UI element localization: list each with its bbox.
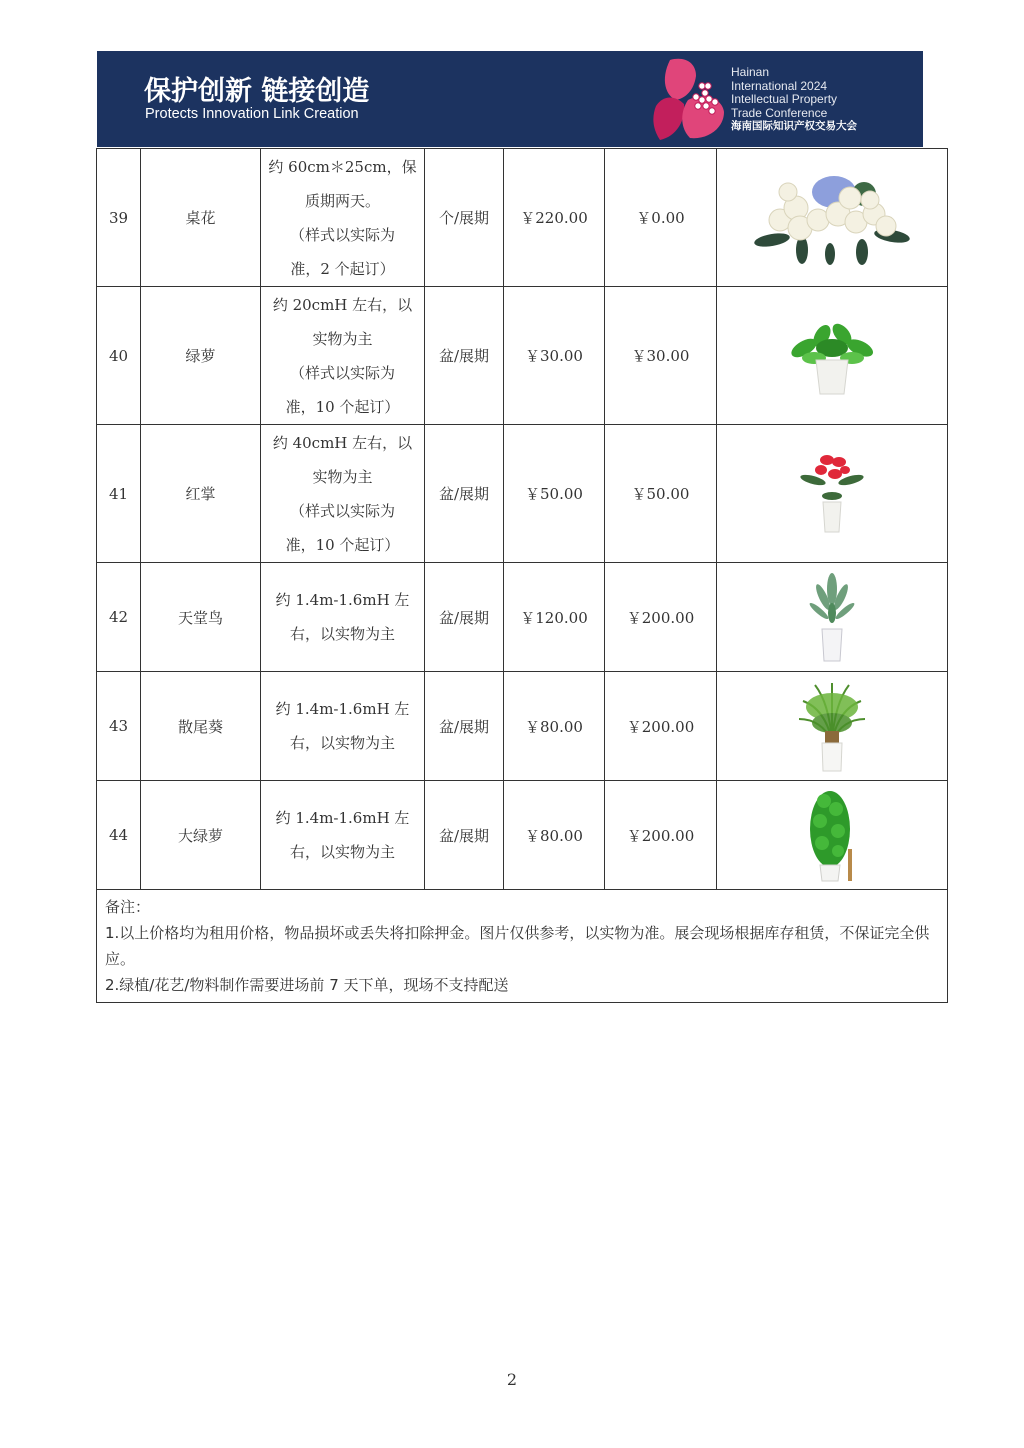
item-deposit: ￥200.00 bbox=[605, 672, 717, 781]
item-deposit: ￥30.00 bbox=[605, 287, 717, 425]
item-unit: 盆/展期 bbox=[425, 425, 504, 563]
item-name: 红掌 bbox=[141, 425, 261, 563]
item-number: 40 bbox=[97, 287, 141, 425]
item-name: 绿萝 bbox=[141, 287, 261, 425]
item-name: 散尾葵 bbox=[141, 672, 261, 781]
item-image bbox=[717, 672, 948, 781]
rental-items-table bbox=[96, 148, 948, 1003]
item-name: 大绿萝 bbox=[141, 781, 261, 890]
large-pothos-icon bbox=[804, 787, 860, 883]
item-unit: 盆/展期 bbox=[425, 563, 504, 672]
item-name: 天堂鸟 bbox=[141, 563, 261, 672]
potted-pothos-icon bbox=[782, 314, 882, 398]
notes-line-1: 1.以上价格均为租用价格，物品损坏或丢失将扣除押金。图片仅供参考，以实物为准。展会现场根据库存租赁，不保证完全供应。 bbox=[105, 924, 930, 968]
item-unit: 盆/展期 bbox=[425, 781, 504, 890]
page-number: 2 bbox=[506, 1370, 518, 1389]
notes-line-2: 2.绿植/花艺/物料制作需要进场前 7 天下单，现场不支持配送 bbox=[105, 976, 509, 994]
item-image bbox=[717, 287, 948, 425]
table-row bbox=[97, 672, 948, 781]
item-deposit: ￥200.00 bbox=[605, 563, 717, 672]
notes-row bbox=[97, 890, 948, 1003]
conference-line: Hainan bbox=[731, 65, 770, 79]
item-price: ￥50.00 bbox=[504, 425, 605, 563]
item-deposit: ￥200.00 bbox=[605, 781, 717, 890]
item-price: ￥220.00 bbox=[504, 149, 605, 287]
table-row bbox=[97, 287, 948, 425]
item-image bbox=[717, 425, 948, 563]
item-number: 43 bbox=[97, 672, 141, 781]
item-price: ￥80.00 bbox=[504, 672, 605, 781]
item-description: 约 1.4m-1.6mH 左 右，以实物为主 bbox=[261, 781, 425, 890]
item-price: ￥80.00 bbox=[504, 781, 605, 890]
slogan-chinese: 保护创新 链接创造 bbox=[144, 76, 370, 107]
table-row bbox=[97, 781, 948, 890]
item-number: 44 bbox=[97, 781, 141, 890]
conference-line: Intellectual Property bbox=[731, 92, 838, 107]
item-number: 41 bbox=[97, 425, 141, 563]
table-row bbox=[97, 425, 948, 563]
item-image bbox=[717, 149, 948, 287]
notes-title: 备注： bbox=[105, 898, 151, 916]
item-description: 约 60cm＊25cm，保 质期两天。 （样式以实际为 准，2 个起订） bbox=[261, 149, 425, 287]
item-name: 桌花 bbox=[141, 149, 261, 287]
slogan-english: Protects Innovation Link Creation bbox=[145, 106, 359, 122]
item-price: ￥30.00 bbox=[504, 287, 605, 425]
item-price: ￥120.00 bbox=[504, 563, 605, 672]
item-description: 约 40cmH 左右，以 实物为主 （样式以实际为 准，10 个起订） bbox=[261, 425, 425, 563]
conference-line: Trade Conference bbox=[731, 105, 828, 120]
conference-line: International 2024 bbox=[731, 78, 828, 93]
item-description: 约 1.4m-1.6mH 左 右，以实物为主 bbox=[261, 563, 425, 672]
item-description: 约 20cmH 左右，以 实物为主 （样式以实际为 准，10 个起订） bbox=[261, 287, 425, 425]
table-row bbox=[97, 563, 948, 672]
item-deposit: ￥0.00 bbox=[605, 149, 717, 287]
item-unit: 盆/展期 bbox=[425, 672, 504, 781]
conference-name bbox=[731, 66, 857, 134]
conference-logo-icon bbox=[650, 56, 730, 142]
header-banner bbox=[97, 51, 923, 147]
areca-palm-icon bbox=[795, 679, 869, 773]
item-description: 约 1.4m-1.6mH 左 右，以实物为主 bbox=[261, 672, 425, 781]
anthurium-icon bbox=[797, 452, 867, 536]
notes-cell bbox=[97, 890, 948, 1003]
item-number: 42 bbox=[97, 563, 141, 672]
item-unit: 盆/展期 bbox=[425, 287, 504, 425]
bird-of-paradise-icon bbox=[807, 571, 857, 663]
table-row bbox=[97, 149, 948, 287]
item-number: 39 bbox=[97, 149, 141, 287]
flower-arrangement-icon bbox=[752, 170, 912, 266]
item-image bbox=[717, 563, 948, 672]
item-deposit: ￥50.00 bbox=[605, 425, 717, 563]
item-image bbox=[717, 781, 948, 890]
item-unit: 个/展期 bbox=[425, 149, 504, 287]
conference-line-cn: 海南国际知识产权交易大会 bbox=[731, 120, 857, 133]
